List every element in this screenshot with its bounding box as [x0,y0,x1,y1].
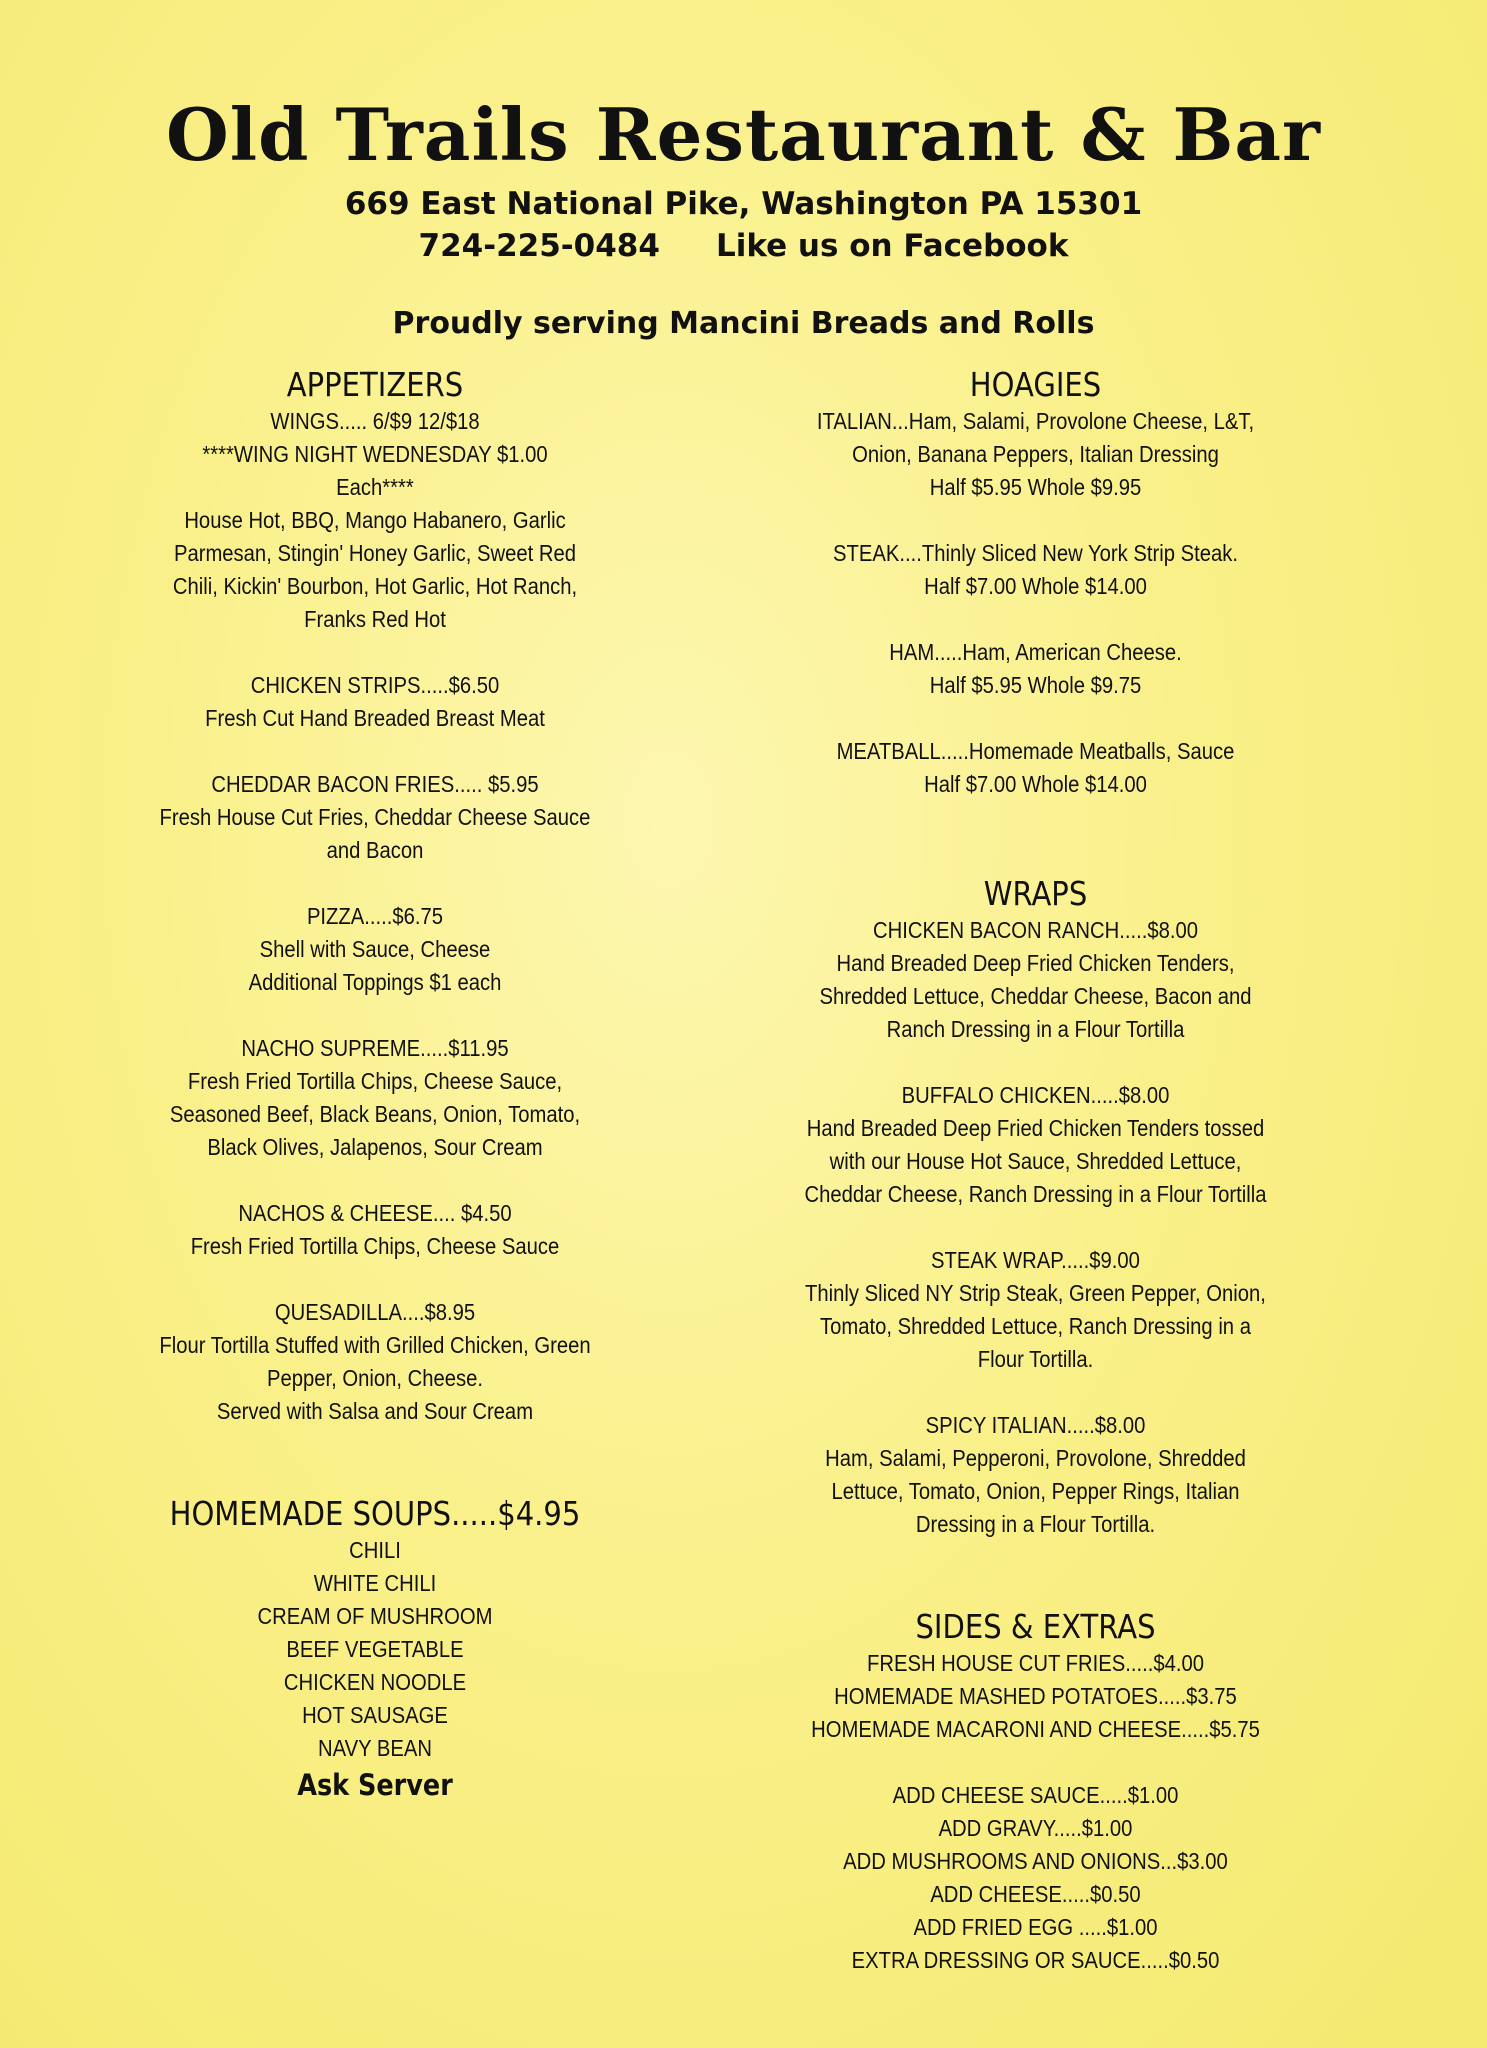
item-description-extra: Served with Salsa and Sour Cream [216,1398,534,1424]
item-name: NACHO SUPREME.....$11.95 [241,1035,509,1061]
soup-item: CHILI [349,1537,401,1563]
soups-list [155,1534,595,1765]
item-name: CHEDDAR BACON FRIES..... $5.95 [211,771,539,797]
menu-item [805,636,1267,702]
item-description: Ham, Salami, Pepperoni, Provolone, Shredded Lettuce, Tomato, Onion, Pepper Rings, Italian Dressing in a Flour Tortilla. [825,1445,1246,1537]
menu-item [155,669,595,735]
appetizers-heading: APPETIZERS [286,365,464,404]
item-description: Fresh Cut Hand Breaded Breast Meat [205,705,545,731]
restaurant-title: Old Trails Restaurant & Bar [166,92,1321,177]
extra-item: ADD FRIED EGG .....$1.00 [913,1914,1158,1940]
extra-item: ADD MUSHROOMS AND ONIONS...$3.00 [843,1848,1228,1874]
extra-item: ADD GRAVY.....$1.00 [938,1815,1133,1841]
ask-server: Ask Server [297,1768,453,1802]
menu-item [805,1079,1267,1211]
soup-item: CHICKEN NOODLE [283,1669,467,1695]
soup-item: NAVY BEAN [317,1735,432,1761]
side-item: FRESH HOUSE CUT FRIES.....$4.00 [866,1650,1205,1676]
restaurant-address: 669 East National Pike, Washington PA 15301 [344,186,1143,222]
item-name: BUFFALO CHICKEN.....$8.00 [901,1082,1170,1108]
item-name: HAM.....Ham, American Cheese. [889,639,1182,665]
extra-item: ADD CHEESE.....$0.50 [930,1881,1141,1907]
item-name: QUESADILLA....$8.95 [274,1299,476,1325]
soup-item: HOT SAUSAGE [302,1702,448,1728]
item-description: Shell with Sauce, Cheese [259,936,491,962]
item-name: CHICKEN BACON RANCH.....$8.00 [872,917,1199,943]
sides-heading: SIDES & EXTRAS [915,1607,1156,1646]
sides-list [805,1647,1267,1746]
extras-list [805,1779,1267,1977]
wing-flavors: House Hot, BBQ, Mango Habanero, Garlic Parmesan, Stingin' Honey Garlic, Sweet Red Chili, Kickin' Bourbon, Hot Garlic, Hot Ranch, Franks Red Hot [172,507,578,632]
soup-item: CREAM OF MUSHROOM [257,1603,493,1629]
item-name: NACHOS & CHEESE.... $4.50 [238,1200,512,1226]
menu-item [805,1409,1267,1541]
item-price: Half $5.95 Whole $9.75 [929,672,1142,698]
item-description: Flour Tortilla Stuffed with Grilled Chicken, Green Pepper, Onion, Cheese. [159,1332,591,1391]
menu-item [155,1032,595,1164]
soups-heading: HOMEMADE SOUPS.....$4.95 [169,1494,581,1533]
left-column [155,365,595,1805]
item-description: Hand Breaded Deep Fried Chicken Tenders tossed with our House Hot Sauce, Shredded Lettuce, Cheddar Cheese, Ranch Dressing in a Flour Tortilla [804,1115,1267,1207]
wings-item [155,405,595,636]
hoagies-heading: HOAGIES [969,365,1102,404]
extra-item: ADD CHEESE SAUCE.....$1.00 [892,1782,1179,1808]
item-description: Fresh Fried Tortilla Chips, Cheese Sauce, Seasoned Beef, Black Beans, Onion, Tomato, Black Olives, Jalapenos, Sour Cream [169,1068,581,1160]
item-description: Thinly Sliced NY Strip Steak, Green Pepper, Onion, Tomato, Shredded Lettuce, Ranch Dressing in a Flour Tortilla. [805,1280,1266,1372]
item-name: CHICKEN STRIPS.....$6.50 [250,672,500,698]
menu-item [805,735,1267,801]
item-price: Half $5.95 Whole $9.95 [929,474,1142,500]
soup-item: BEEF VEGETABLE [286,1636,464,1662]
item-name: MEATBALL.....Homemade Meatballs, Sauce [836,738,1235,764]
item-price: Half $7.00 Whole $14.00 [924,771,1147,797]
item-name: ITALIAN...Ham, Salami, Provolone Cheese, L&T, Onion, Banana Peppers, Italian Dressing [816,408,1255,467]
menu-item [155,768,595,867]
menu-item [155,1197,595,1263]
item-description: Fresh Fried Tortilla Chips, Cheese Sauce [190,1233,560,1259]
side-item: HOMEMADE MACARONI AND CHEESE.....$5.75 [811,1716,1260,1742]
menu-item [805,405,1267,504]
contact-line [0,228,1487,264]
item-description: Hand Breaded Deep Fried Chicken Tenders, Shredded Lettuce, Cheddar Cheese, Bacon and Ranch Dressing in a Flour Tortilla [819,950,1252,1042]
item-price: Half $7.00 Whole $14.00 [924,573,1147,599]
right-column [805,365,1267,1977]
wraps-heading: WRAPS [983,874,1088,913]
item-name: PIZZA.....$6.75 [306,903,444,929]
menu-item [155,1296,595,1428]
soup-item: WHITE CHILI [313,1570,437,1596]
menu-item [805,1244,1267,1376]
facebook-text: Like us on Facebook [715,228,1069,264]
item-description: Fresh House Cut Fries, Cheddar Cheese Sauce and Bacon [159,804,591,863]
item-name: SPICY ITALIAN.....$8.00 [925,1412,1146,1438]
menu-item [805,537,1267,603]
side-item: HOMEMADE MASHED POTATOES.....$3.75 [834,1683,1237,1709]
wing-night-each: Each**** [336,474,414,500]
phone-number: 724-225-0484 [418,228,660,264]
extra-item: EXTRA DRESSING OR SAUCE.....$0.50 [851,1947,1220,1973]
item-name: STEAK WRAP.....$9.00 [931,1247,1140,1273]
tagline: Proudly serving Mancini Breads and Rolls [392,306,1095,341]
menu-item [155,900,595,999]
item-description-extra: Additional Toppings $1 each [248,969,502,995]
item-name: STEAK....Thinly Sliced New York Strip Steak. [833,540,1238,566]
menu-item [805,914,1267,1046]
wings-price: WINGS..... 6/$9 12/$18 [270,408,480,434]
wing-night-line: ****WING NIGHT WEDNESDAY $1.00 [202,441,548,467]
